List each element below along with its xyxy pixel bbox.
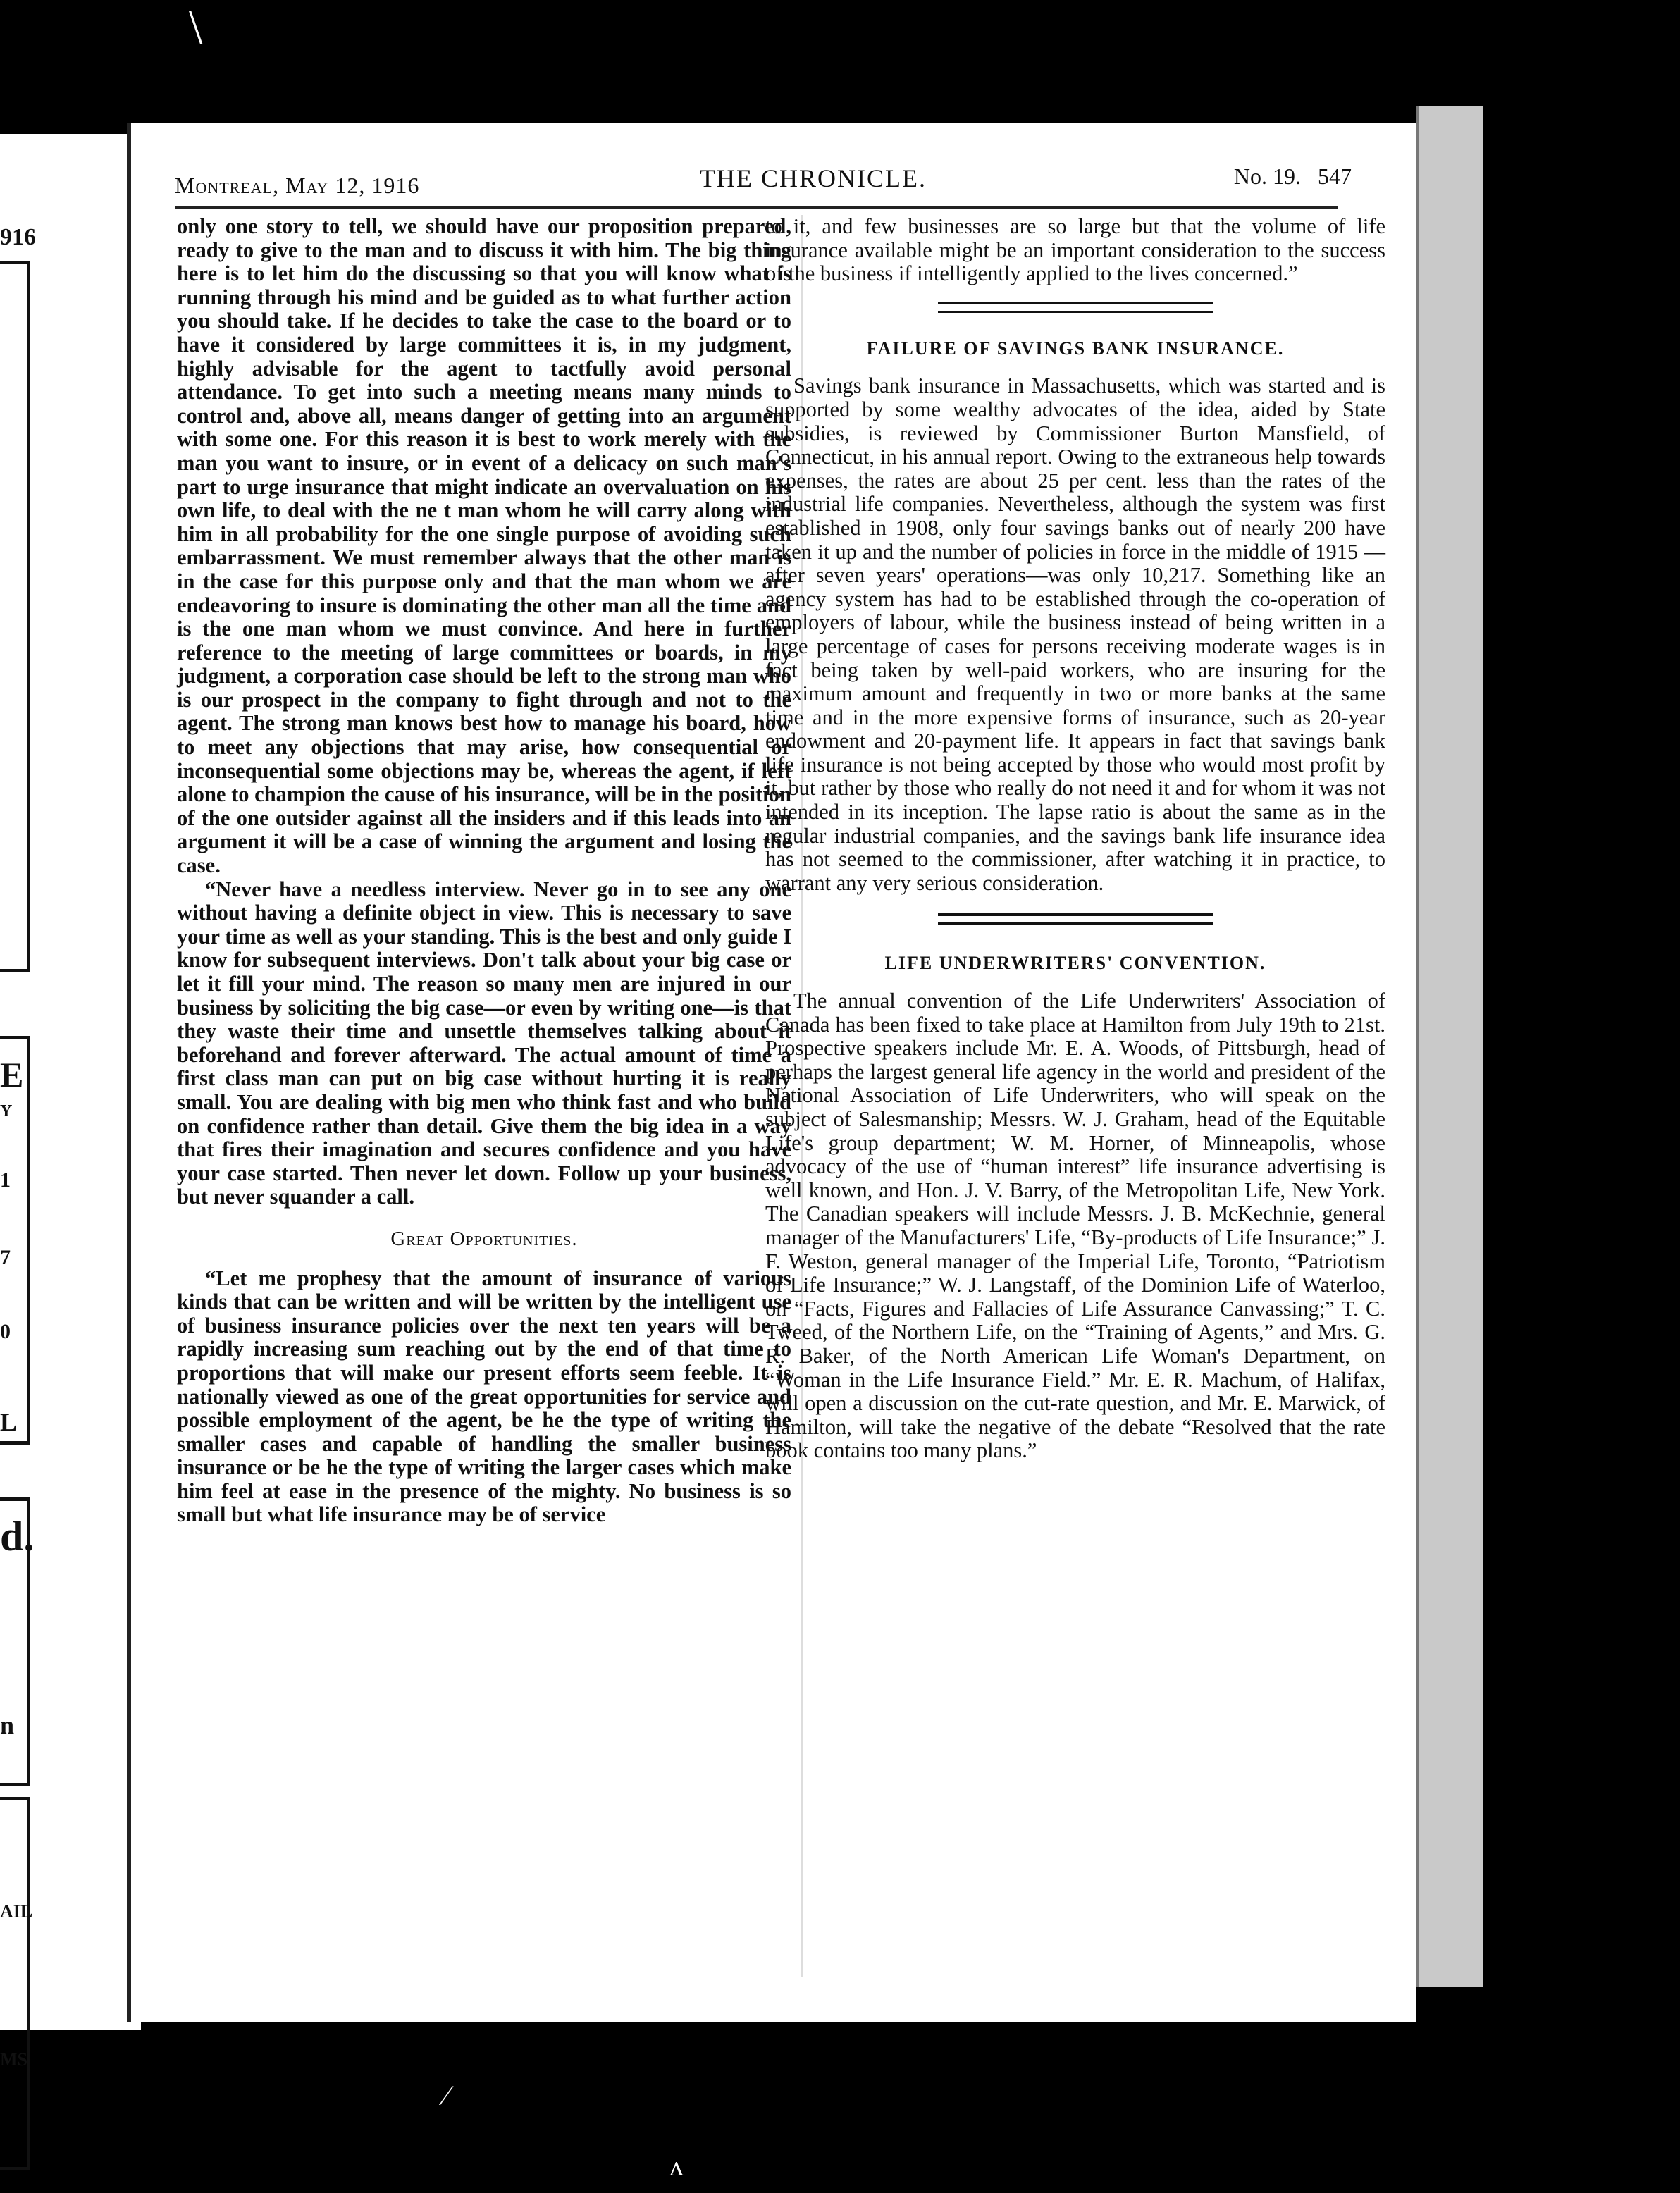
- scan-mark: ᴧ: [669, 2150, 684, 2182]
- issue-and-page: [1234, 163, 1352, 190]
- publication-title: THE CHRONICLE.: [700, 164, 927, 192]
- section-subheading: Great Opportunities.: [390, 1227, 578, 1250]
- article-heading: FAILURE OF SAVINGS BANK INSURANCE.: [866, 338, 1285, 359]
- scan-mark: ⁄: [444, 2080, 449, 2111]
- left-column: [177, 215, 791, 1527]
- scan-mark: \: [189, 1, 203, 55]
- article-body: The annual convention of the Life Underwriters' Association of Canada has been fixed to take place at Hamilton from July 19th to 21st. Prospective speakers include Mr. E. A. Woods, of Pittsburgh, head of perhaps the largest general life agency in the world and president of the National Association of Life Underwriters, who will speak on the subject of Salesmanship; Messrs. W. J. Graham, head of the Equitable Life's group department; W. M. Horner, of Minneapolis, whose advocacy of the use of “human interest” life insurance advertising is well known, and Hon. J. V. Barry, of the Metropolitan Life, New York. The Canadian speakers will include Messrs. J. B. McKechnie, general manager of the Manufacturers' Life, “By-products of Life Insurance;” J. F. Weston, general manager of the Imperial Life, Toronto, “Patriotism of Life Insurance;” W. J. Langstaff, of the Dominion Life of Waterloo, on “Facts, Figures and Fallacies of Life Assurance Canvassing;” T. C. Tweed, of the Northern Life, on the “Training of Agents,” and Mrs. G. R. Baker, of the North American Life Woman's Department, on “Woman in the Life Insurance Field.” Mr. E. R. Machum, of Halifax, will open a discussion on the cut-rate question, and Mr. E. Marwick, of Hamilton, will take the negative of the debate “Resolved that the rate book contains too many plans.”: [765, 989, 1385, 1463]
- section-rule: [938, 913, 1213, 925]
- letter-fragment: n: [0, 1711, 15, 1739]
- section-rule: [938, 302, 1213, 313]
- letter-fragment: d.: [0, 1513, 35, 1559]
- continuation-paragraph: to it, and few businesses are so large but that the volume of life insurance available might be an important consideration to the success of the business if intelligently applied to the lives concerned.”: [765, 214, 1385, 286]
- page-number: 547: [1318, 163, 1352, 189]
- issue-number: No. 19.: [1233, 163, 1301, 189]
- letter-fragment: 7: [0, 1246, 11, 1269]
- newspaper-page: [127, 123, 1416, 2022]
- letter-fragment: 1: [0, 1168, 11, 1192]
- adjacent-page-fragment: [0, 134, 141, 2070]
- left-page-box: [0, 261, 30, 972]
- right-column: [765, 215, 1385, 1463]
- page-header: [175, 160, 1373, 202]
- left-page-box: [0, 1797, 33, 2170]
- letter-fragment: 0: [0, 1320, 11, 1343]
- article-body: Savings bank insurance in Massachusetts, which was started and is supported by some wealthy advocates of the idea, aided by State subsidies, is reviewed by Commissioner Burton Mansfield, of Connecticut, in his annual report. Owing to the extraneous help towards expenses, the rates are about 25 per cent. less than the rates of the industrial life companies. Nevertheless, although the system was first established in 1908, only four savings banks out of nearly 200 have taken it up and the number of policies in force in the middle of 1915 —after seven years' operations—was only 10,217. Something like an agency system has had to be established through the co-operation of employers of labour, while the business instead of being written in a large percentage of cases for persons receiving moderate wages is in fact being taken by well-paid workers, who are insuring for the maximum amount and frequently in two or more banks at the same time and in the more expensive forms of insurance, such as 20-year endowment and 20-payment life. It appears in fact that savings bank life insurance is not being accepted by those who would most profit by it, but rather by those who really do not need it and for whom it was not intended in its inception. The lapse ratio is about the same as in the regular industrial companies, and the savings bank life insurance idea has not seemed to the commissioner, after watching it in practice, to warrant any very serious consideration.: [765, 373, 1385, 895]
- header-rule: [175, 206, 1338, 209]
- page-edge: [1416, 106, 1483, 1987]
- dateline: Montreal, May 12, 1916: [175, 173, 420, 198]
- letter-fragment: MS: [0, 2049, 27, 2070]
- body-paragraph: “Never have a needless interview. Never go in to see any one without having a definite object in view. This is necessary to save your time as well as your standing. This is the best and only guide I know for subsequent interviews. Don't talk about your big case or let it fill your mind. The reason so many men are injured in our business by soliciting the big case—or even by writing one—is that they waste their time and unsettle themselves talking about it beforehand and forever afterward. The actual amount of time a first class man can put on big case without hurting it is really small. You are dealing with big men who think fast and who build on confidence rather than detail. Give them the big idea in a way that fires their imagination and secures confidence and you have your case started. Then never let down. Follow up your business, but never squander a call.: [177, 877, 791, 1209]
- letter-fragment: E: [0, 1055, 24, 1094]
- letter-fragment: L: [0, 1408, 18, 1436]
- letter-fragment: Y: [0, 1102, 13, 1120]
- year-fragment: 916: [0, 224, 36, 250]
- body-paragraph: “Let me prophesy that the amount of insurance of various kinds that can be written and will be written by the intelligent use of business insurance policies over the next ten years will be a rapidly increasing sum reaching out by the end of that time to proportions that will make our present efforts seem feeble. It is nationally viewed as one of the great opportunities for service and possible employment of the agent, be he the type of writing the smaller cases and capable of handling the smaller business insurance or be he the type of writing the larger cases which make him feel at ease in the presence of the mighty. No business is so small but what life insurance may be of service: [177, 1266, 791, 1527]
- letter-fragment: AIL: [0, 1901, 33, 1922]
- body-paragraph: only one story to tell, we should have our proposition prepared, ready to give to the man and to discuss it with him. The big thing here is to let him do the discussing so that you will know what is running through his mind and be guided as to what further action you should take. If he decides to take the case to the board or to have it considered by large committees it is, in my judgment, highly advisable for the agent to tactfully avoid personal attendance. To get into such a meeting means many minds to control and, above all, means danger of getting into an argument with some one. For this reason it is best to work merely with the man you want to insure, or in event of a delicacy on such man's part to urge insurance that might indicate an overvaluation on his own life, to deal with the ne t man whom he will carry along with him in all probability for the one single purpose of avoiding such embarrassment. We must remember always that the other man is in the case for this purpose only and that the man whom we are endeavoring to insure is dominating the other man all the time and is the one man whom we must convince. And here in further reference to the meeting of large committees or boards, in my judgment, a corporation case should be left to the strong man who is our prospect in the company to fight through and not to the agent. The strong man knows best how to manage his board, how to meet any objections that may arise, how consequential or inconsequential some objections may be, whereas the agent, if left alone to champion the cause of his insurance, will be in the position of the one outsider against all the insiders and if this leads into an argument it will be a case of winning the argument and losing the case.: [177, 214, 791, 878]
- article-heading: LIFE UNDERWRITERS' CONVENTION.: [884, 953, 1266, 974]
- left-page-box: [0, 1036, 30, 1445]
